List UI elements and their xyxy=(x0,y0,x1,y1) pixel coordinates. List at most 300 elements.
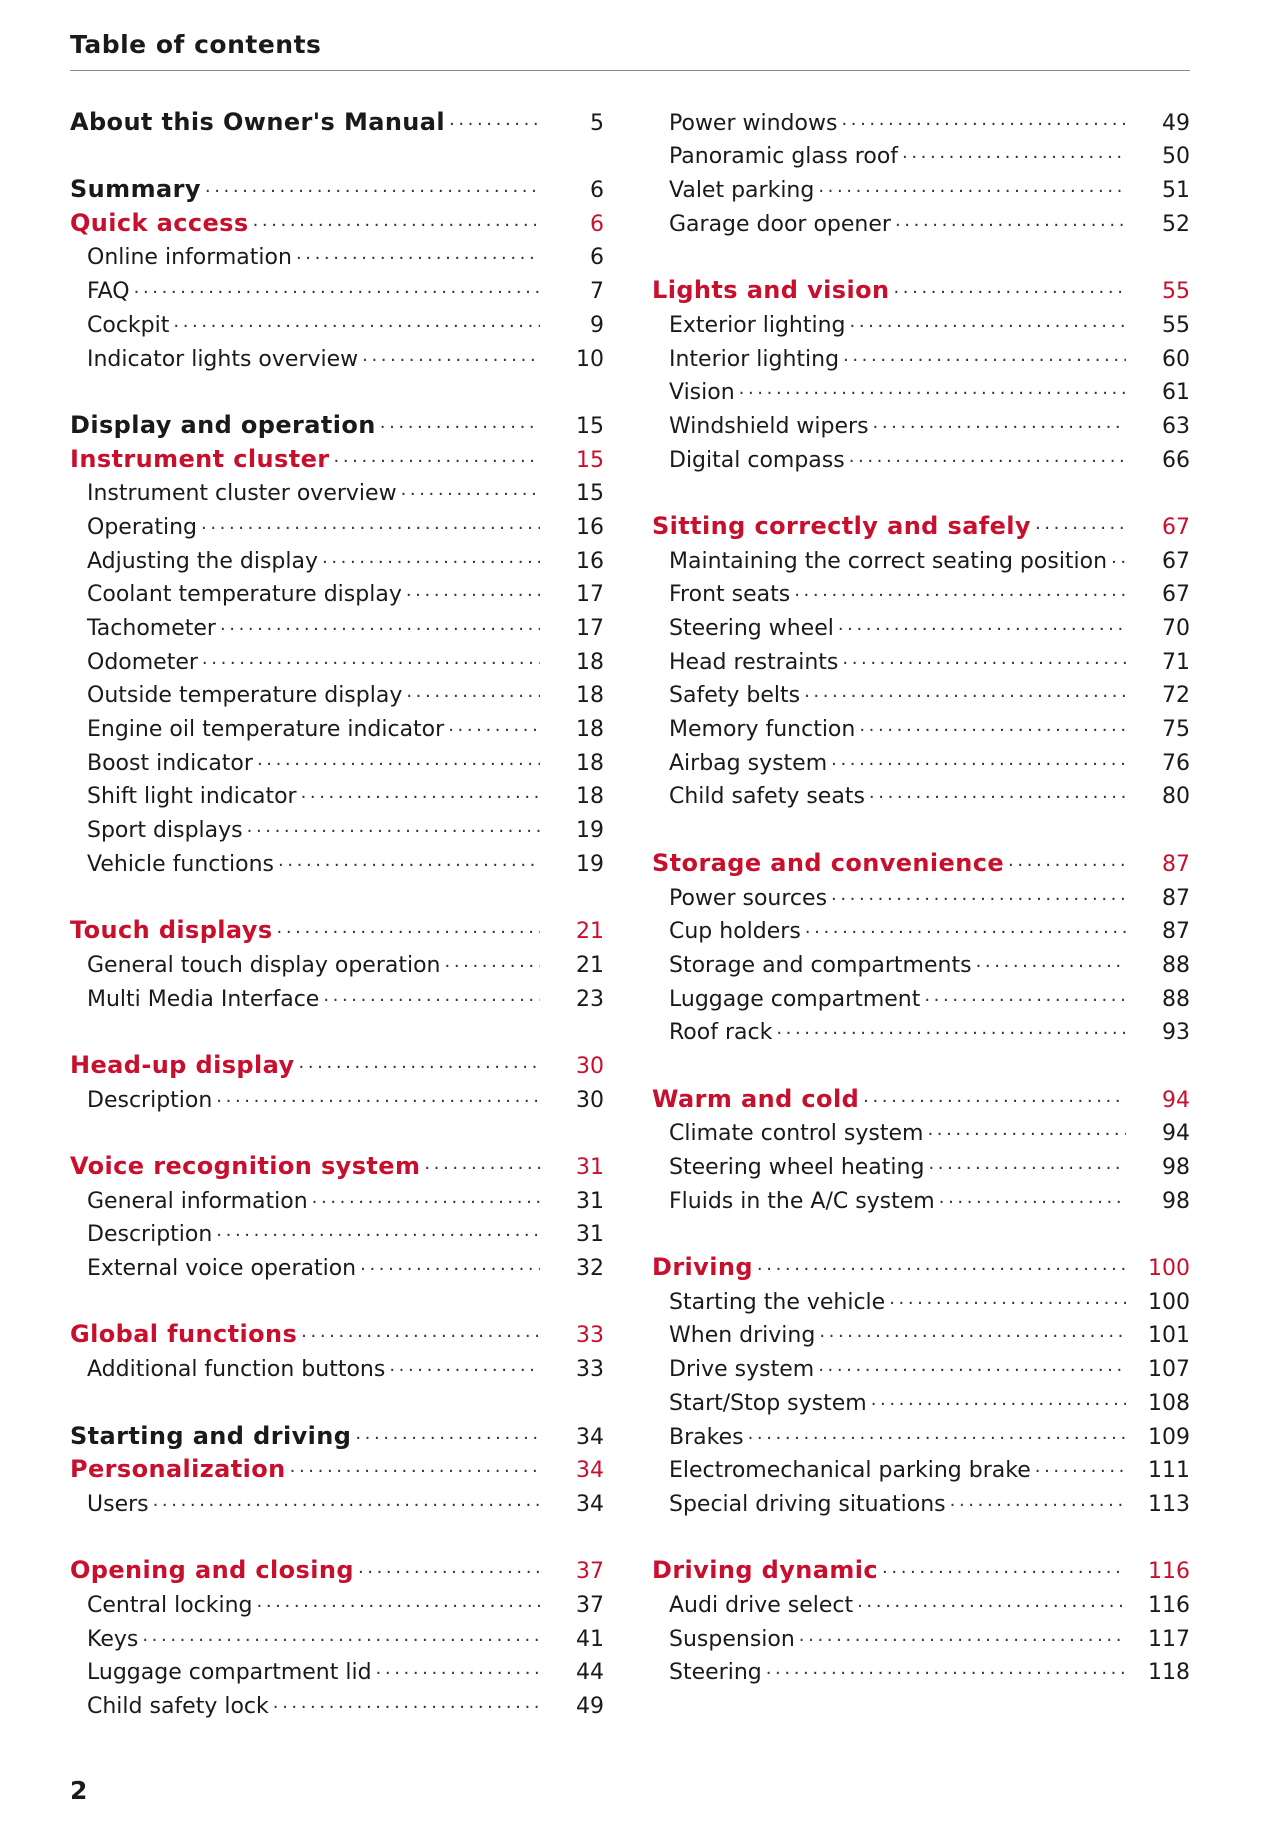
toc-entry[interactable] xyxy=(70,1180,604,1214)
entry-page-number: 67 xyxy=(1162,514,1190,540)
entry-page-number: 107 xyxy=(1148,1357,1190,1383)
entry-title: Steering wheel heating xyxy=(669,1155,925,1180)
toc-entry[interactable] xyxy=(652,1382,1190,1416)
dot-leader xyxy=(360,1255,540,1275)
dot-leader xyxy=(776,1019,1126,1039)
entry-title: Keys xyxy=(87,1626,139,1652)
dot-leader xyxy=(134,278,540,298)
entry-page-number: 44 xyxy=(576,1660,604,1686)
dot-leader xyxy=(142,1626,540,1646)
toc-section-entry[interactable] xyxy=(652,506,1190,540)
dot-leader xyxy=(205,177,540,197)
toc-entry[interactable] xyxy=(70,641,604,675)
toc-entry[interactable] xyxy=(652,574,1190,608)
toc-entry[interactable] xyxy=(70,675,604,709)
entry-title: Touch displays xyxy=(70,916,273,945)
entry-page-number: 100 xyxy=(1148,1256,1190,1282)
dot-leader xyxy=(850,312,1126,332)
dot-leader xyxy=(355,1424,540,1444)
toc-entry[interactable] xyxy=(70,1584,604,1618)
toc-entry[interactable] xyxy=(652,1113,1190,1147)
toc-entry[interactable] xyxy=(70,237,604,271)
entry-title: Odometer xyxy=(87,649,198,675)
entry-title: Warm and cold xyxy=(652,1084,860,1113)
entry-page-number: 52 xyxy=(1162,211,1190,237)
entry-page-number: 60 xyxy=(1162,346,1190,372)
entry-page-number: 66 xyxy=(1162,447,1190,473)
entry-title: When driving xyxy=(669,1323,816,1349)
toc-entry[interactable] xyxy=(70,776,604,810)
entry-page-number: 19 xyxy=(576,818,604,844)
entry-page-number: 100 xyxy=(1148,1289,1190,1315)
dot-leader xyxy=(216,1221,540,1241)
dot-leader xyxy=(794,581,1126,601)
dot-leader xyxy=(939,1188,1126,1208)
toc-section-entry[interactable] xyxy=(652,1079,1190,1113)
toc-section-entry[interactable] xyxy=(70,1416,604,1450)
entry-title: Tachometer xyxy=(87,616,216,641)
dot-leader xyxy=(739,379,1126,399)
entry-page-number: 19 xyxy=(576,851,604,877)
dot-leader xyxy=(841,110,1126,130)
toc-entry[interactable] xyxy=(70,1079,604,1113)
dot-leader xyxy=(924,986,1126,1006)
section-spacer xyxy=(70,372,604,406)
dot-leader xyxy=(448,716,540,736)
entry-title: Voice recognition system xyxy=(70,1152,421,1180)
entry-title: Indicator lights overview xyxy=(87,346,359,372)
toc-entry[interactable] xyxy=(652,304,1190,338)
entry-page-number: 18 xyxy=(576,683,604,709)
dot-leader xyxy=(253,211,540,231)
toc-entry[interactable] xyxy=(652,372,1190,406)
dot-leader xyxy=(882,1558,1126,1578)
entry-page-number: 70 xyxy=(1162,616,1190,641)
entry-page-number: 31 xyxy=(576,1222,604,1248)
entry-page-number: 15 xyxy=(576,413,604,439)
entry-title: Additional function buttons xyxy=(87,1357,386,1383)
entry-title: Airbag system xyxy=(669,750,828,776)
toc-entry[interactable] xyxy=(652,607,1190,641)
page-header: Table of contents xyxy=(70,30,322,59)
dot-leader xyxy=(804,682,1126,702)
dot-leader xyxy=(976,952,1126,972)
entry-page-number: 108 xyxy=(1148,1390,1190,1416)
entry-title: General touch display operation xyxy=(87,952,441,978)
dot-leader xyxy=(299,1053,540,1073)
dot-leader xyxy=(950,1491,1126,1511)
dot-leader xyxy=(842,649,1126,669)
entry-page-number: 30 xyxy=(576,1053,604,1079)
entry-page-number: 18 xyxy=(576,649,604,675)
entry-title: Exterior lighting xyxy=(669,312,846,338)
entry-page-number: 34 xyxy=(576,1458,604,1484)
toc-section-entry[interactable] xyxy=(70,203,604,237)
entry-title: Cup holders xyxy=(669,919,801,945)
toc-entry[interactable] xyxy=(70,1247,604,1281)
toc-entry[interactable] xyxy=(70,338,604,372)
toc-entry[interactable] xyxy=(70,1618,604,1652)
entry-page-number: 37 xyxy=(576,1559,604,1585)
entry-page-number: 55 xyxy=(1162,279,1190,305)
entry-title: Storage and convenience xyxy=(652,848,1005,877)
entry-page-number: 17 xyxy=(576,582,604,608)
entry-page-number: 71 xyxy=(1162,649,1190,675)
toc-entry[interactable] xyxy=(70,574,604,608)
dot-leader xyxy=(277,918,540,938)
entry-page-number: 18 xyxy=(576,717,604,743)
entry-title: Power windows xyxy=(669,110,838,136)
toc-entry[interactable] xyxy=(652,1281,1190,1315)
entry-page-number: 67 xyxy=(1162,548,1190,574)
dot-leader xyxy=(201,514,540,534)
entry-title: Starting the vehicle xyxy=(669,1289,886,1315)
dot-leader xyxy=(893,278,1126,298)
entry-page-number: 16 xyxy=(576,548,604,574)
entry-page-number: 5 xyxy=(590,110,604,136)
entry-page-number: 49 xyxy=(1162,110,1190,136)
dot-leader xyxy=(358,1558,540,1578)
toc-section-entry[interactable] xyxy=(70,911,604,945)
entry-title: Head-up display xyxy=(70,1050,295,1079)
entry-title: Power sources xyxy=(669,885,828,911)
entry-page-number: 15 xyxy=(576,447,604,473)
entry-title: Driving xyxy=(652,1253,753,1282)
toc-entry[interactable] xyxy=(652,1450,1190,1484)
toc-section-entry[interactable] xyxy=(652,270,1190,304)
entry-title: Steering xyxy=(669,1660,762,1686)
toc-section-entry[interactable] xyxy=(70,405,604,439)
entry-title: Child safety seats xyxy=(669,784,865,810)
entry-page-number: 61 xyxy=(1162,380,1190,406)
entry-page-number: 87 xyxy=(1162,919,1190,945)
toc-entry[interactable] xyxy=(652,1348,1190,1382)
dot-leader xyxy=(445,952,541,972)
section-spacer xyxy=(652,1517,1190,1551)
toc-entry[interactable] xyxy=(70,944,604,978)
entry-title: Audi drive select xyxy=(669,1592,854,1618)
entry-page-number: 50 xyxy=(1162,144,1190,170)
entry-page-number: 87 xyxy=(1162,851,1190,877)
entry-title: Brakes xyxy=(669,1424,744,1450)
toc-entry[interactable] xyxy=(652,1652,1190,1686)
entry-page-number: 72 xyxy=(1162,683,1190,709)
entry-title: Digital compass xyxy=(669,447,845,473)
header-divider xyxy=(70,70,1190,71)
section-spacer xyxy=(70,1281,604,1315)
dot-leader xyxy=(334,447,540,467)
entry-title: Sitting correctly and safely xyxy=(652,511,1031,540)
section-spacer xyxy=(70,877,604,911)
toc-entry[interactable] xyxy=(70,304,604,338)
section-spacer xyxy=(652,809,1190,843)
entry-title: Starting and driving xyxy=(70,1421,352,1450)
dot-leader xyxy=(406,682,540,702)
dot-leader xyxy=(424,1154,540,1174)
dot-leader xyxy=(312,1188,540,1208)
entry-title: Maintaining the correct seating position xyxy=(669,548,1108,574)
entry-page-number: 51 xyxy=(1162,178,1190,204)
dot-leader xyxy=(766,1659,1126,1679)
entry-page-number: 33 xyxy=(576,1323,604,1349)
toc-section-entry[interactable] xyxy=(70,1146,604,1180)
toc-entry[interactable] xyxy=(70,978,604,1012)
dot-leader xyxy=(216,1087,540,1107)
toc-entry[interactable] xyxy=(652,742,1190,776)
dot-leader xyxy=(449,110,540,130)
entry-title: Cockpit xyxy=(87,312,170,338)
toc-section-entry[interactable] xyxy=(652,843,1190,877)
entry-title: Display and operation xyxy=(70,410,376,439)
entry-title: Storage and compartments xyxy=(669,952,972,978)
entry-title: Adjusting the display xyxy=(87,548,318,574)
section-spacer xyxy=(70,1113,604,1147)
entry-page-number: 10 xyxy=(576,346,604,372)
toc-entry[interactable] xyxy=(652,136,1190,170)
toc-entry[interactable] xyxy=(652,338,1190,372)
entry-title: Garage door opener xyxy=(669,211,891,237)
toc-section-entry[interactable] xyxy=(652,1247,1190,1281)
entry-page-number: 49 xyxy=(576,1694,604,1719)
entry-title: Drive system xyxy=(669,1357,815,1383)
entry-title: Front seats xyxy=(669,582,791,608)
entry-title: Lights and vision xyxy=(652,276,890,305)
entry-page-number: 7 xyxy=(590,279,604,305)
toc-entry[interactable] xyxy=(652,944,1190,978)
entry-page-number: 98 xyxy=(1162,1188,1190,1214)
entry-page-number: 18 xyxy=(576,784,604,810)
entry-title: Panoramic glass roof xyxy=(669,144,899,170)
dot-leader xyxy=(895,211,1126,231)
dot-leader xyxy=(805,918,1126,938)
entry-page-number: 75 xyxy=(1162,717,1190,743)
toc-entry[interactable] xyxy=(70,1652,604,1686)
entry-title: Safety belts xyxy=(669,683,801,709)
dot-leader xyxy=(173,312,540,332)
dot-leader xyxy=(401,480,540,500)
dot-leader xyxy=(406,581,540,601)
entry-page-number: 76 xyxy=(1162,750,1190,776)
dot-leader xyxy=(362,346,540,366)
dot-leader xyxy=(1035,1457,1126,1477)
entry-page-number: 94 xyxy=(1162,1121,1190,1147)
toc-entry[interactable] xyxy=(70,742,604,776)
page-number: 2 xyxy=(70,1776,88,1805)
entry-title: General information xyxy=(87,1188,308,1214)
dot-leader xyxy=(869,783,1126,803)
toc-entry[interactable] xyxy=(652,203,1190,237)
dot-leader xyxy=(1008,851,1126,871)
toc-entry[interactable] xyxy=(652,1584,1190,1618)
entry-page-number: 34 xyxy=(576,1491,604,1517)
entry-page-number: 41 xyxy=(576,1626,604,1652)
toc-section-entry[interactable] xyxy=(70,169,604,203)
entry-title: Shift light indicator xyxy=(87,784,297,810)
toc-entry[interactable] xyxy=(70,1348,604,1382)
dot-leader xyxy=(278,851,540,871)
entry-page-number: 18 xyxy=(576,750,604,776)
dot-leader xyxy=(202,649,540,669)
toc-entry[interactable] xyxy=(652,540,1190,574)
dot-leader xyxy=(153,1491,540,1511)
entry-page-number: 17 xyxy=(576,616,604,641)
dot-leader xyxy=(859,716,1126,736)
toc-entry[interactable] xyxy=(652,911,1190,945)
entry-title: Operating xyxy=(87,514,197,540)
toc-entry[interactable] xyxy=(70,809,604,843)
dot-leader xyxy=(757,1255,1126,1275)
entry-title: Interior lighting xyxy=(669,346,840,372)
section-spacer xyxy=(70,1517,604,1551)
entry-title: Engine oil temperature indicator xyxy=(87,717,445,743)
entry-title: Steering wheel xyxy=(669,616,834,641)
toc-entry[interactable] xyxy=(652,405,1190,439)
toc-entry[interactable] xyxy=(70,607,604,641)
entry-title: Opening and closing xyxy=(70,1556,354,1585)
toc-entry[interactable] xyxy=(70,1685,604,1719)
entry-page-number: 63 xyxy=(1162,413,1190,439)
entry-page-number: 37 xyxy=(576,1592,604,1618)
entry-title: Quick access xyxy=(70,208,249,237)
dot-leader xyxy=(1111,548,1126,568)
toc-entry[interactable] xyxy=(652,439,1190,473)
section-spacer xyxy=(70,1382,604,1416)
toc-entry[interactable] xyxy=(652,675,1190,709)
toc-entry[interactable] xyxy=(652,1146,1190,1180)
entry-title: Luggage compartment xyxy=(669,986,921,1012)
toc-entry[interactable] xyxy=(652,776,1190,810)
entry-page-number: 88 xyxy=(1162,952,1190,978)
section-spacer xyxy=(70,1012,604,1046)
entry-title: Multi Media Interface xyxy=(87,986,320,1012)
toc-section-entry[interactable] xyxy=(70,1045,604,1079)
toc-entry[interactable] xyxy=(652,1483,1190,1517)
toc-entry[interactable] xyxy=(652,1416,1190,1450)
toc-entry[interactable] xyxy=(70,708,604,742)
entry-title: About this Owner's Manual xyxy=(70,107,446,136)
entry-page-number: 116 xyxy=(1148,1559,1190,1585)
entry-page-number: 93 xyxy=(1162,1020,1190,1046)
toc-section-entry[interactable] xyxy=(70,1450,604,1484)
entry-title: External voice operation xyxy=(87,1256,357,1282)
entry-title: Instrument cluster xyxy=(70,444,330,473)
entry-page-number: 80 xyxy=(1162,784,1190,810)
toc-entry[interactable] xyxy=(652,1180,1190,1214)
toc-entry[interactable] xyxy=(652,169,1190,203)
toc-entry[interactable] xyxy=(70,270,604,304)
entry-page-number: 23 xyxy=(576,986,604,1012)
entry-title: Users xyxy=(87,1491,149,1517)
dot-leader xyxy=(831,750,1126,770)
entry-page-number: 6 xyxy=(590,245,604,271)
toc-section-entry[interactable] xyxy=(70,102,604,136)
toc-entry[interactable] xyxy=(70,506,604,540)
toc-entry[interactable] xyxy=(652,708,1190,742)
section-spacer xyxy=(652,1045,1190,1079)
toc-section-entry[interactable] xyxy=(652,1551,1190,1585)
entry-page-number: 30 xyxy=(576,1087,604,1113)
toc-entry[interactable] xyxy=(652,877,1190,911)
dot-leader xyxy=(818,177,1126,197)
toc-entry[interactable] xyxy=(652,1618,1190,1652)
dot-leader xyxy=(389,1356,540,1376)
entry-title: Central locking xyxy=(87,1592,253,1618)
entry-page-number: 6 xyxy=(590,178,604,204)
entry-title: Personalization xyxy=(70,1455,286,1484)
toc-entry[interactable] xyxy=(70,540,604,574)
entry-page-number: 118 xyxy=(1148,1660,1190,1686)
toc-right-column xyxy=(652,102,1190,1685)
section-spacer xyxy=(70,136,604,170)
entry-page-number: 32 xyxy=(576,1256,604,1282)
dot-leader xyxy=(1035,514,1126,534)
toc-section-entry[interactable] xyxy=(70,439,604,473)
entry-title: FAQ xyxy=(87,279,130,305)
toc-entry[interactable] xyxy=(652,102,1190,136)
dot-leader xyxy=(819,1322,1126,1342)
entry-page-number: 33 xyxy=(576,1357,604,1383)
section-spacer xyxy=(652,473,1190,507)
dot-leader xyxy=(220,615,540,635)
toc-entry[interactable] xyxy=(70,473,604,507)
entry-title: Vision xyxy=(669,380,735,406)
entry-title: Start/Stop system xyxy=(669,1390,867,1416)
toc-entry[interactable] xyxy=(652,1012,1190,1046)
dot-leader xyxy=(257,750,540,770)
dot-leader xyxy=(290,1457,540,1477)
dot-leader xyxy=(296,244,540,264)
entry-title: Suspension xyxy=(669,1626,795,1652)
entry-title: Luggage compartment lid xyxy=(87,1660,372,1686)
entry-title: Coolant temperature display xyxy=(87,582,402,608)
entry-title: Boost indicator xyxy=(87,750,253,776)
entry-title: Outside temperature display xyxy=(87,683,403,709)
entry-title: Climate control system xyxy=(669,1121,924,1147)
entry-page-number: 94 xyxy=(1162,1087,1190,1113)
toc-entry[interactable] xyxy=(70,1214,604,1248)
entry-title: Description xyxy=(87,1087,213,1113)
entry-page-number: 109 xyxy=(1148,1424,1190,1450)
dot-leader xyxy=(322,548,540,568)
section-spacer xyxy=(652,237,1190,271)
dot-leader xyxy=(838,615,1126,635)
toc-section-entry[interactable] xyxy=(70,1551,604,1585)
entry-page-number: 117 xyxy=(1148,1626,1190,1652)
dot-leader xyxy=(380,413,540,433)
dot-leader xyxy=(927,1120,1126,1140)
dot-leader xyxy=(247,817,540,837)
dot-leader xyxy=(863,1087,1126,1107)
dot-leader xyxy=(873,413,1126,433)
toc-entry[interactable] xyxy=(652,978,1190,1012)
toc-entry[interactable] xyxy=(652,641,1190,675)
dot-leader xyxy=(818,1356,1126,1376)
entry-page-number: 34 xyxy=(576,1424,604,1450)
toc-entry[interactable] xyxy=(652,1315,1190,1349)
section-spacer xyxy=(652,1214,1190,1248)
toc-entry[interactable] xyxy=(70,1483,604,1517)
entry-page-number: 113 xyxy=(1148,1491,1190,1517)
dot-leader xyxy=(376,1659,540,1679)
entry-title: Global functions xyxy=(70,1320,298,1349)
entry-title: Memory function xyxy=(669,717,856,743)
entry-title: Valet parking xyxy=(669,178,815,204)
entry-title: Vehicle functions xyxy=(87,851,274,877)
entry-page-number: 9 xyxy=(590,312,604,338)
dot-leader xyxy=(849,447,1126,467)
toc-section-entry[interactable] xyxy=(70,1315,604,1349)
toc-entry[interactable] xyxy=(70,843,604,877)
